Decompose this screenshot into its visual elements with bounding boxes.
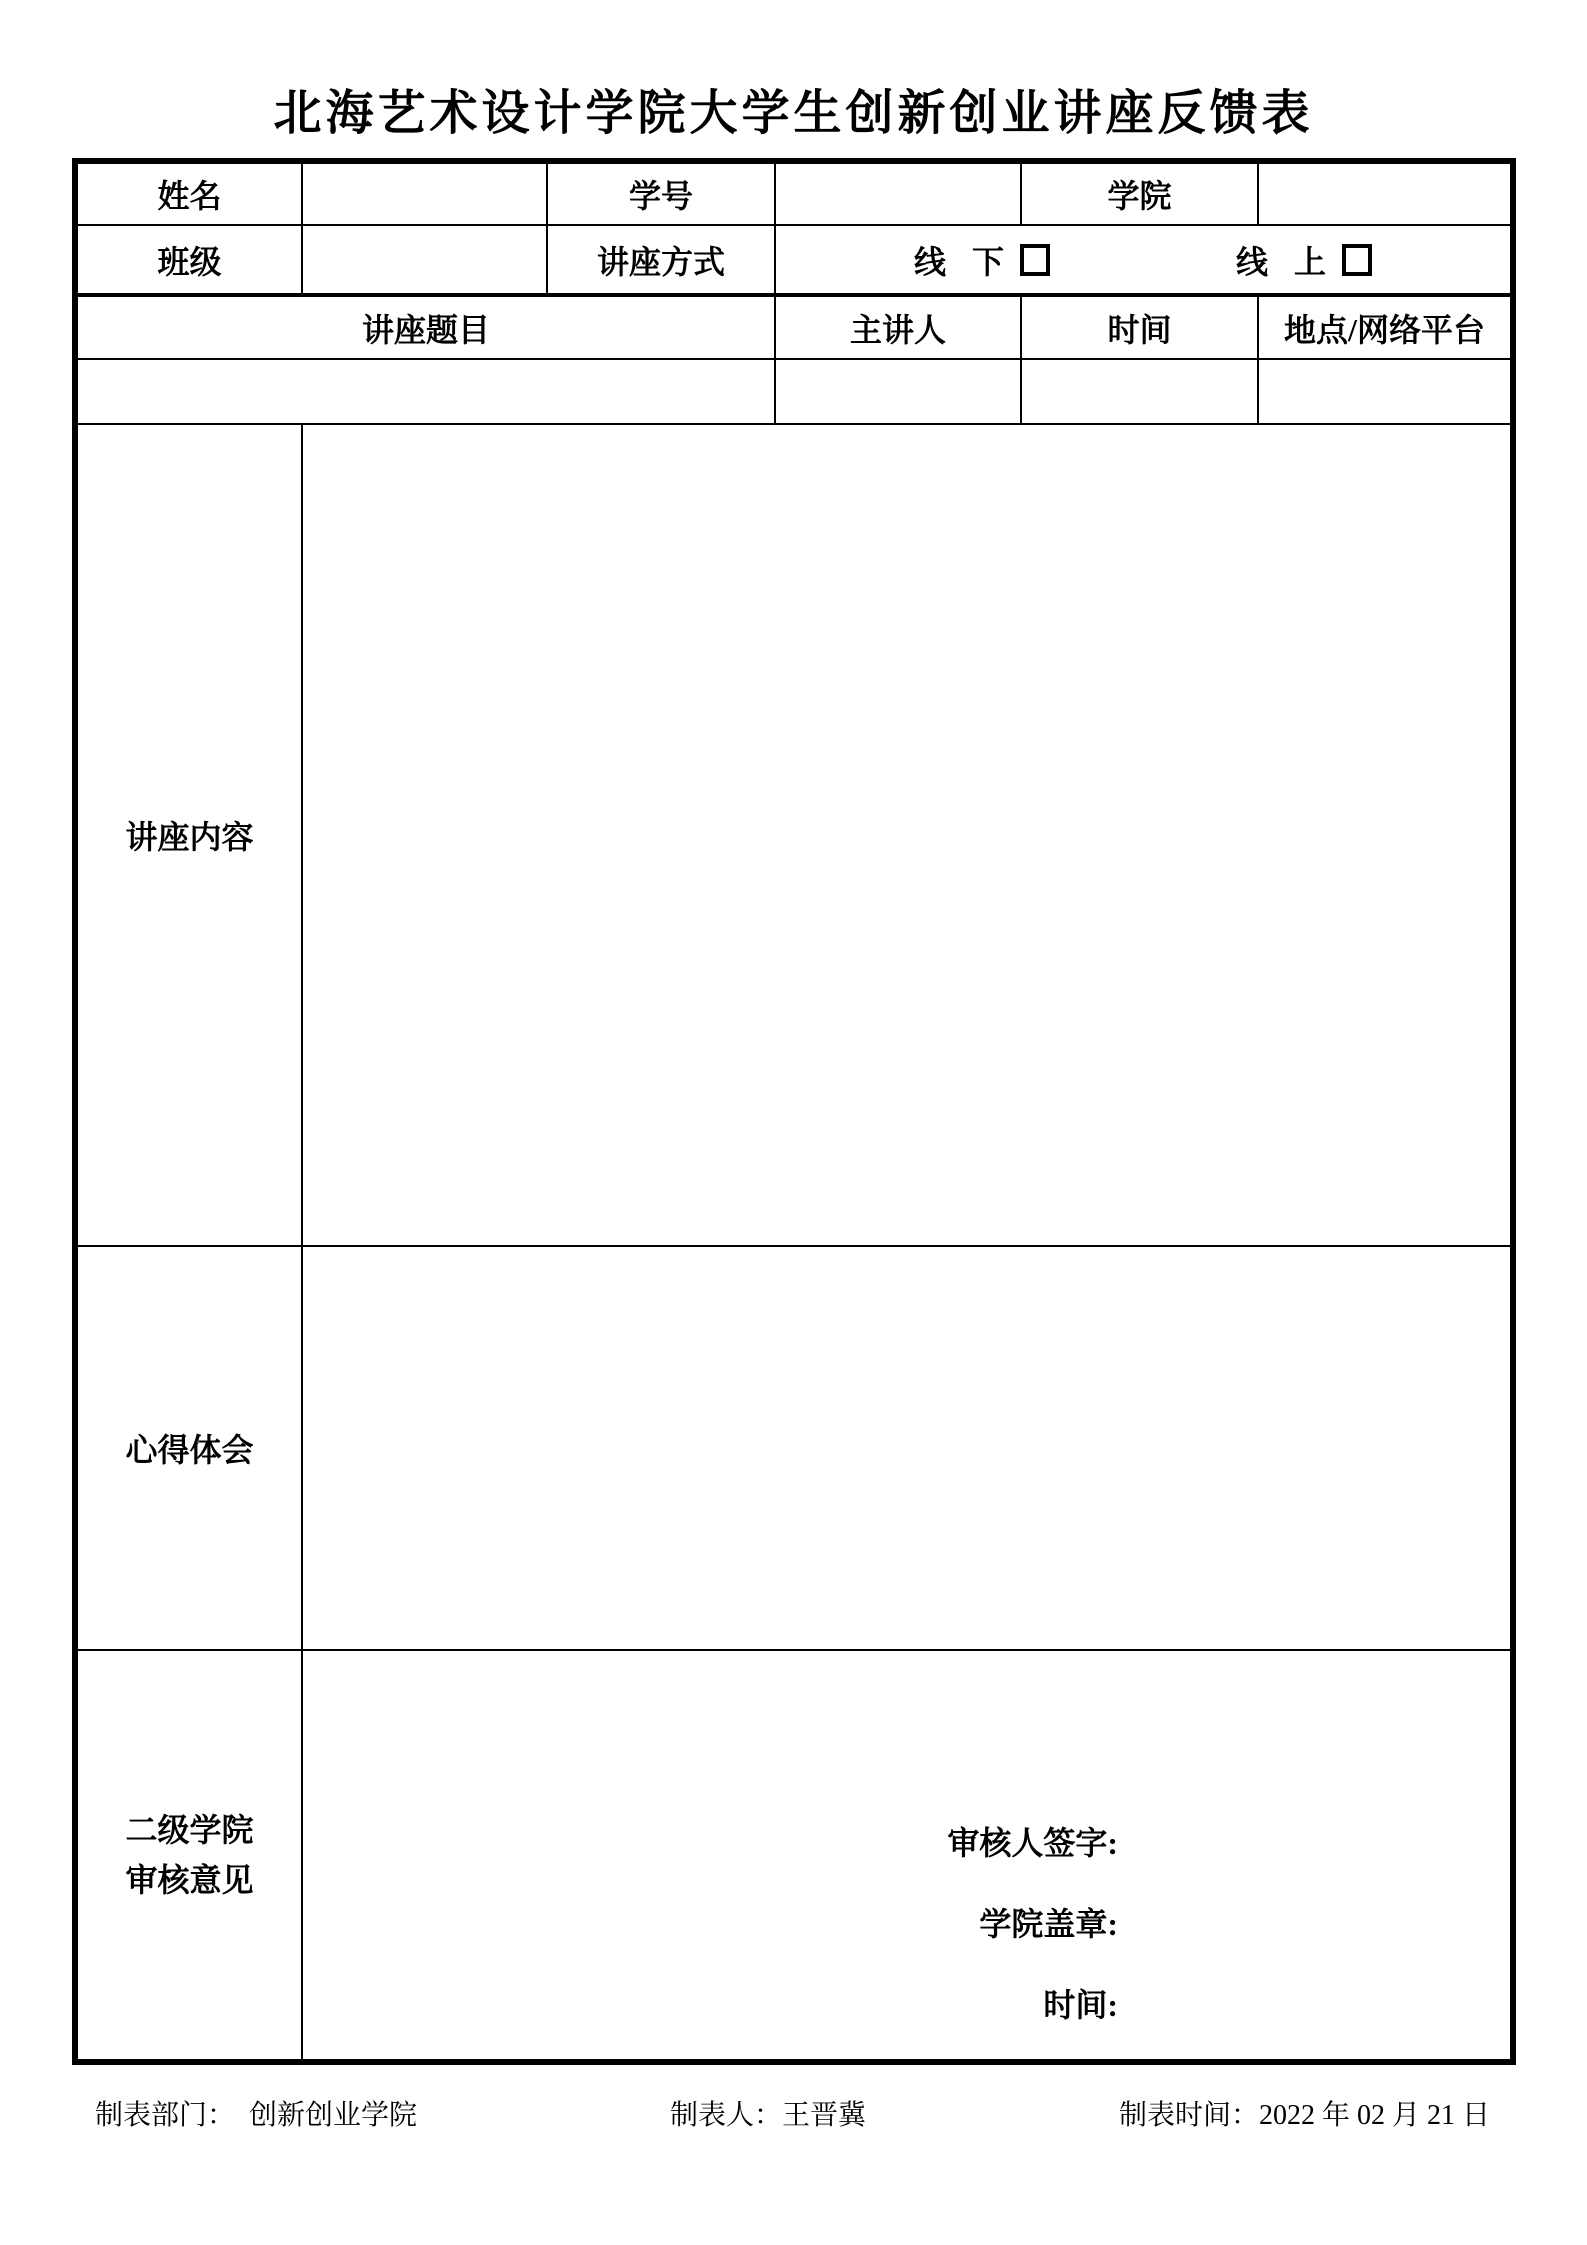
row-reflections: [75, 1246, 1513, 1650]
review-label-line2: 审核意见: [125, 1862, 254, 1898]
speaker-header: 主讲人: [775, 295, 1021, 359]
review-cell[interactable]: [302, 1650, 1513, 2062]
college-label: 学院: [1021, 161, 1258, 225]
location-value-cell[interactable]: [1258, 359, 1513, 424]
college-seal-label: 学院盖章:: [979, 1906, 1118, 1942]
location-header: 地点/网络平台: [1258, 295, 1513, 359]
lecture-content-label: 讲座内容: [75, 424, 302, 1246]
row-lecture-headers: [75, 295, 1513, 359]
student-id-label: 学号: [547, 161, 775, 225]
row-lecture-content: [75, 424, 1513, 1246]
lecture-mode-options-cell: [775, 225, 1513, 295]
lecture-mode-label: 讲座方式: [547, 225, 775, 295]
offline-checkbox[interactable]: [1020, 244, 1050, 276]
review-opinion-label-lines: [78, 1805, 301, 1905]
offline-option-label: 线 下: [913, 243, 1004, 280]
reviewer-signature-label: 审核人签字:: [947, 1825, 1118, 1861]
review-time-label: 时间:: [1043, 1987, 1118, 2023]
footer: [95, 2093, 1490, 2133]
student-id-value-cell[interactable]: [775, 161, 1021, 225]
reflections-label: 心得体会: [75, 1246, 302, 1650]
class-label: 班级: [75, 225, 302, 295]
lecture-mode-options: [776, 237, 1510, 283]
speaker-value-cell[interactable]: [775, 359, 1021, 424]
offline-option: [914, 237, 1050, 283]
name-value-cell[interactable]: [302, 161, 547, 225]
row-review: [75, 1650, 1513, 2062]
feedback-table: [72, 158, 1516, 2065]
footer-date: 制表时间：2022 年 02 月 21 日: [1118, 2100, 1490, 2131]
lecture-content-cell[interactable]: [302, 424, 1513, 1246]
review-opinion-label: [75, 1650, 302, 2062]
footer-department: 制表部门： 创新创业学院: [95, 2100, 418, 2131]
online-checkbox[interactable]: [1342, 244, 1372, 276]
online-option: [1236, 237, 1372, 283]
lecture-title-value-cell[interactable]: [75, 359, 775, 424]
online-option-label: 线 上: [1235, 243, 1326, 280]
row-lecture-values: [75, 359, 1513, 424]
time-value-cell[interactable]: [1021, 359, 1258, 424]
college-value-cell[interactable]: [1258, 161, 1513, 225]
row-class-mode: [75, 225, 1513, 295]
reflections-cell[interactable]: [302, 1246, 1513, 1650]
footer-preparer: 制表人：王晋冀: [669, 2100, 866, 2131]
name-label: 姓名: [75, 161, 302, 225]
class-value-cell[interactable]: [302, 225, 547, 295]
row-identity: [75, 161, 1513, 225]
review-label-line1: 二级学院: [125, 1812, 254, 1848]
review-sign-block: [947, 1826, 1118, 2022]
lecture-title-header: 讲座题目: [75, 295, 775, 359]
page-title: 北海艺术设计学院大学生创新创业讲座反馈表: [273, 87, 1314, 140]
time-header: 时间: [1021, 295, 1258, 359]
